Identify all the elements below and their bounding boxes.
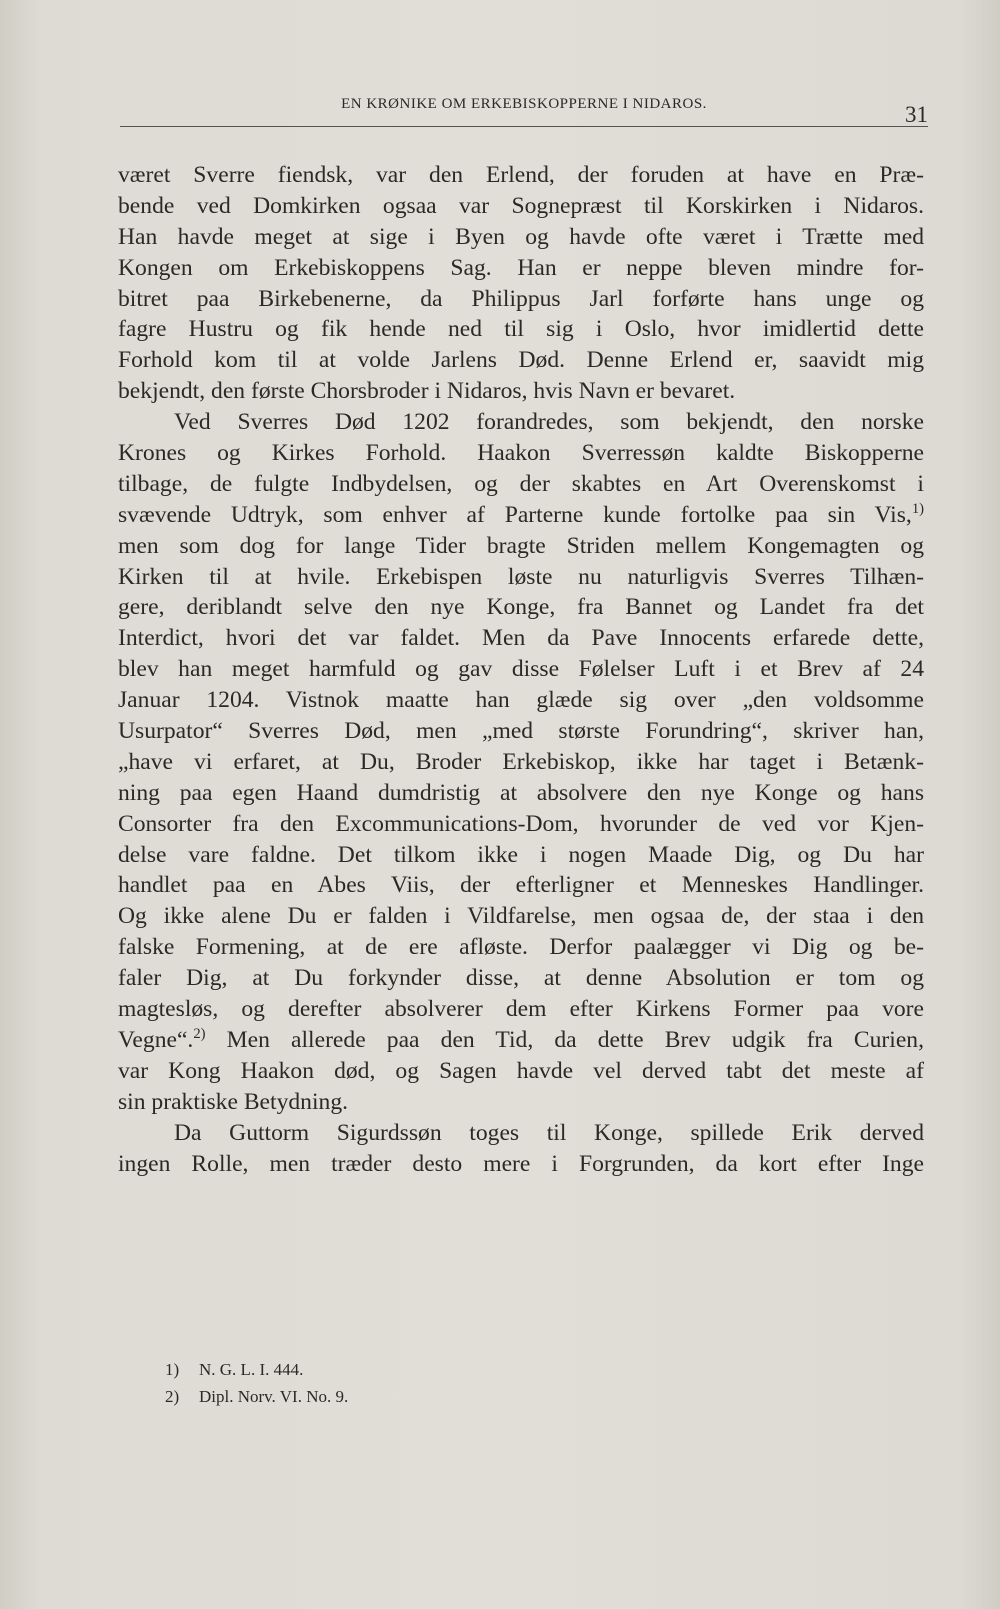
text-line: var Kong Haakon død, og Sagen havde vel derved tabt det meste af xyxy=(118,1057,924,1084)
footnote-mark: 2) xyxy=(165,1387,180,1406)
running-header xyxy=(120,92,928,127)
text-line: ingen Rolle, men træder desto mere i Forgrunden, da kort efter Inge xyxy=(118,1150,924,1177)
footnote-mark: 1) xyxy=(165,1360,180,1379)
text-line: Januar 1204. Vistnok maatte han glæde sig over „den voldsomme xyxy=(118,687,924,714)
text-line: handlet paa en Abes Viis, der efterligner et Menneskes Handlinger. xyxy=(118,872,924,899)
text-line: Krones og Kirkes Forhold. Haakon Sverressøn kaldte Biskopperne xyxy=(118,440,924,467)
line-text: svævende Udtryk, som enhver af Parterne kunde fortolke paa sin Vis, xyxy=(118,501,912,528)
line-text-tail: Men allerede paa den Tid, da dette Brev udgik fra Curien, xyxy=(205,1026,924,1053)
text-line: men som dog for lange Tider bragte Striden mellem Kongemagten og xyxy=(118,532,924,559)
footnote-ref-1: 1) xyxy=(911,500,924,517)
footnote-text: N. G. L. I. 444. xyxy=(199,1360,304,1379)
running-title: EN KRØNIKE OM ERKEBISKOPPERNE I NIDAROS. xyxy=(341,96,707,112)
text-line-with-footnote xyxy=(118,1025,924,1056)
footnote-item xyxy=(165,1356,348,1383)
footnotes xyxy=(165,1356,348,1410)
text-line: bende ved Domkirken ogsaa var Sognepræst til Korskirken i Nidaros. xyxy=(118,192,924,219)
text-line: Consorter fra den Excommunications-Dom, hvorunder de ved vor Kjen- xyxy=(118,810,924,837)
text-line: bitret paa Birkebenerne, da Philippus Jarl forførte hans unge og xyxy=(118,285,924,312)
footnote-ref-2: 2) xyxy=(193,1026,206,1043)
text-line: blev han meget harmfuld og gav disse Følelser Luft i et Brev af 24 xyxy=(118,656,924,683)
text-line: gere, deriblandt selve den nye Konge, fra Bannet og Landet fra det xyxy=(118,594,924,621)
text-line: Han havde meget at sige i Byen og havde ofte været i Trætte med xyxy=(118,223,924,250)
text-line: Kirken til at hvile. Erkebispen løste nu naturligvis Sverres Tilhæn- xyxy=(118,563,924,590)
text-line: magtesløs, og derefter absolverer dem efter Kirkens Former paa vore xyxy=(118,996,924,1023)
text-line: delse vare faldne. Det tilkom ikke i nogen Maade Dig, og Du har xyxy=(118,841,924,868)
text-line: været Sverre fiendsk, var den Erlend, der foruden at have en Præ- xyxy=(118,162,924,188)
text-line: Usurpator“ Sverres Død, men „med største Forundring“, skriver han, xyxy=(118,718,924,745)
text-line: tilbage, de fulgte Indbydelsen, og der skabtes en Art Overenskomst i xyxy=(118,470,924,497)
text-line: ning paa egen Haand dumdristig at absolvere den nye Konge og hans xyxy=(118,779,924,806)
footnote-item xyxy=(165,1383,348,1410)
text-line: Forhold kom til at volde Jarlens Død. Denne Erlend er, saavidt mig xyxy=(118,347,924,374)
text-line: sin praktiske Betydning. xyxy=(118,1088,349,1115)
paragraph-start-line: Da Guttorm Sigurdssøn toges til Konge, spillede Erik derved xyxy=(174,1119,924,1146)
text-line: Kongen om Erkebiskoppens Sag. Han er neppe bleven mindre for- xyxy=(118,254,924,281)
text-line: „have vi erfaret, at Du, Broder Erkebiskop, ikke har taget i Betænk- xyxy=(118,748,924,775)
text-line: bekjendt, den første Chorsbroder i Nidaros, hvis Navn er bevaret. xyxy=(118,378,736,405)
paragraph-start-line: Ved Sverres Død 1202 forandredes, som bekjendt, den norske xyxy=(174,409,924,436)
line-text: Vegne“. xyxy=(118,1026,194,1053)
body-text xyxy=(118,160,924,1179)
text-line: Interdict, hvori det var faldet. Men da Pave Innocents erfarede dette, xyxy=(118,625,924,652)
footnote-text: Dipl. Norv. VI. No. 9. xyxy=(199,1387,349,1406)
text-line-with-footnote xyxy=(118,500,924,531)
text-line: fagre Hustru og fik hende ned til sig i Oslo, hvor imidlertid dette xyxy=(118,316,924,343)
text-line: falske Formening, at de ere afløste. Derfor paalægger vi Dig og be- xyxy=(118,934,924,961)
text-line: Og ikke alene Du er falden i Vildfarelse, men ogsaa de, der staa i den xyxy=(118,903,924,930)
text-line: faler Dig, at Du forkynder disse, at denne Absolution er tom og xyxy=(118,965,924,992)
page-number: 31 xyxy=(905,102,928,127)
